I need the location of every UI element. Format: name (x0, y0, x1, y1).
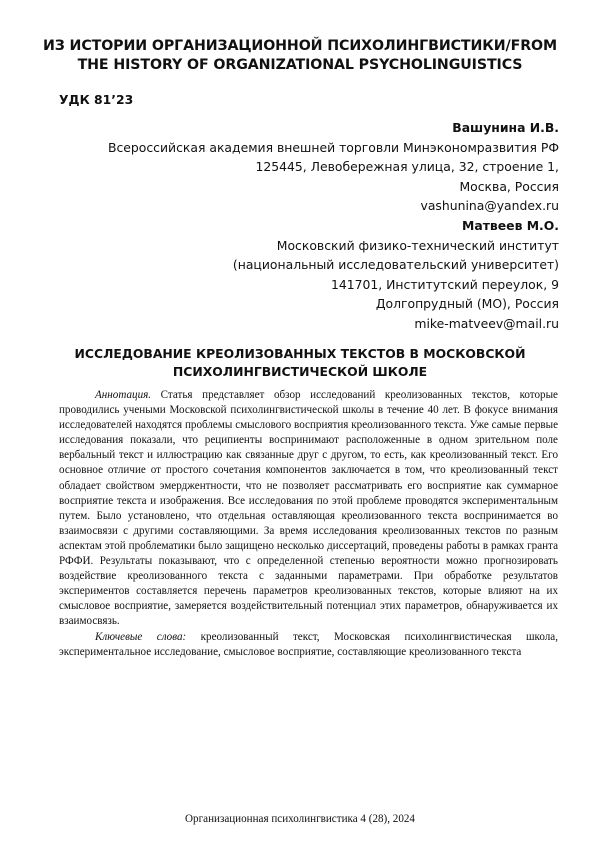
abstract-section (59, 388, 558, 660)
author-email: mike-matveev@mail.ru (414, 315, 559, 331)
section-title-line-1: ИЗ ИСТОРИИ ОРГАНИЗАЦИОННОЙ ПСИХОЛИНГВИСТИКИ/FROM (42, 38, 558, 54)
author-block-2 (233, 216, 559, 333)
abstract-text: Статья представляет обзор исследований креолизованных текстов, которые проводились учеными Московской психолингвистической школы в течение 40 лет. В фокусе внимания исследователей находятся проблемы смыслового восприятия креолизованного текста. Уже самые первые исследования показали, что реципиенты воспринимают расположенные в одном зрительном поле вербальный текст и иллюстрацию как связанные друг с другом, то есть, как креолизованный текст. Его основное отличие от простого сочетания компонентов заключается в том, что креолизованный текст обладает свойством эмерджентности, что не позволяет рассматривать его восприятие как суммарное восприятие текста и изображения. Все исследования по этой проблеме проводятся экспериментальным путем. Было установлено, что отдельная оставляющая креолизованного текста воспринимается во взаимосвязи с другими составляющими. За время исследования креолизованных текстов по разным аспектам этой проблематики было защищено несколько диссертаций, проведены работы в рамках гранта РФФИ. Результаты показывают, что с определенной степенью вероятности можно прогнозировать воздействие креолизованного текста с заданными параметрами. При обработке результатов экспериментов составляется перечень параметров креолизованных текстов, которые влияют на их смысловое восприятие, замеряется воздействительный потенциал этих параметров, обнаруживается их взаимосвязь. (59, 389, 558, 628)
author-city: Москва, Россия (459, 178, 559, 194)
author-email: vashunina@yandex.ru (420, 198, 559, 213)
abstract-label: Аннотация. (95, 389, 152, 401)
keywords-label: Ключевые слова: (95, 630, 187, 643)
author-block-1 (108, 118, 559, 216)
author-city: Долгопрудный (МО), Россия (375, 296, 559, 311)
article-title-line-1: ИССЛЕДОВАНИЕ КРЕОЛИЗОВАННЫХ ТЕКСТОВ В МОСКОВСКОЙ (74, 346, 526, 361)
page-footer: Организационная психолингвистика 4 (28), 2024 (185, 813, 415, 825)
author-name: Матвеев М.О. (462, 218, 559, 233)
article-title-line-2: ПСИХОЛИНГВИСТИЧЕСКОЙ ШКОЛЕ (172, 364, 428, 379)
journal-section-title (40, 37, 560, 75)
keywords-paragraph (59, 630, 558, 660)
author-address: 141701, Институтский переулок, 9 (330, 276, 559, 292)
keywords-text: креолизованный текст, Московская психолингвистическая школа, экспериментальное исследование, смысловое восприятие, составляющие креолизованного текста (59, 630, 558, 658)
author-address: 125445, Левобережная улица, 32, строение 1, (255, 159, 559, 174)
udk-code: УДК 81’23 (59, 92, 134, 107)
article-title (60, 345, 540, 381)
author-affiliation: Московский физико-технический институт (276, 237, 559, 253)
abstract-paragraph (59, 388, 558, 630)
author-affiliation-note: (национальный исследовательский университет) (232, 257, 559, 272)
section-title-line-2: THE HISTORY OF ORGANIZATIONAL PSYCHOLINGUISTICS (77, 57, 523, 73)
author-affiliation: Всероссийская академия внешней торговли Минэкономразвития РФ (107, 139, 559, 155)
author-name: Вашунина И.В. (452, 120, 559, 135)
